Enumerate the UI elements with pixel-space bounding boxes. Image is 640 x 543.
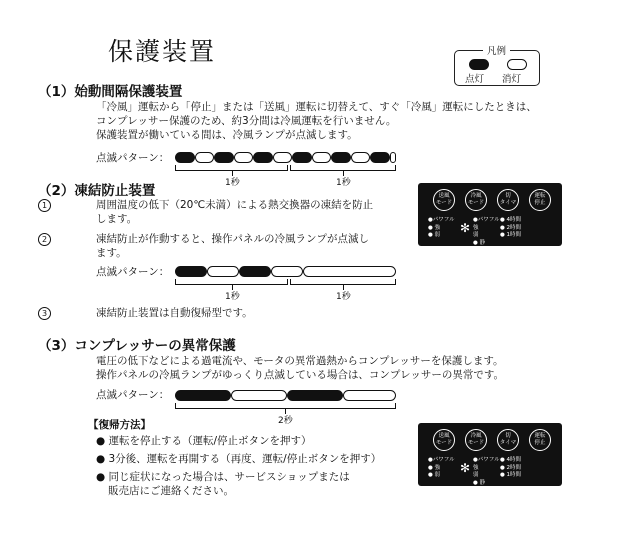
section2-item2-line2: ます。	[96, 247, 127, 259]
recovery-step-3-cont: 販売店にご連絡ください。	[108, 485, 234, 497]
legend-title: 凡例	[483, 43, 510, 57]
timer-indicators: ● 4時間 ● 2時間 ● 1時間	[500, 217, 522, 238]
legend-on-label: 点灯	[465, 74, 485, 85]
control-panel-illustration	[418, 183, 562, 246]
legend-off-label: 消灯	[502, 74, 522, 85]
blink-off-segment	[271, 266, 303, 277]
power-button-illustration: 運転 停止	[529, 429, 551, 451]
cool-mode-button-illustration: 冷風 モード	[465, 189, 487, 211]
cool-mode-button-illustration: 冷風 モード	[465, 429, 487, 451]
blink-on-segment	[287, 390, 343, 401]
section3-heading: （3）コンプレッサーの異常保護	[38, 338, 236, 354]
cool-level-indicators: ●パワフル 強 弱 ● 静	[473, 217, 500, 246]
legend-off-swatch	[507, 59, 527, 70]
recovery-step-1: ● 運転を停止する（運転/停止ボタンを押す）	[96, 435, 312, 447]
item-number-3: 3	[38, 307, 51, 320]
section1-line-1: 「冷風」運転から「停止」または「送風」運転に切替えて、すぐ「冷風」運転にしたときは、	[96, 101, 537, 113]
section2-heading: （2）凍結防止装置	[38, 183, 156, 199]
blink-on-segment	[331, 152, 351, 163]
control-panel-illustration	[418, 423, 562, 486]
section2-item2-line1: 凍結防止が作動すると、操作パネルの冷風ランプが点滅し	[96, 233, 369, 245]
legend	[454, 46, 540, 86]
section1-line-2: コンプレッサー保護のため、約3分間は冷風運転を行いません。	[96, 115, 397, 127]
section3-line-1: 電圧の低下などによる過電流や、モータの異常過熱からコンプレッサーを保護します。	[96, 355, 504, 367]
section1-heading: （1）始動間隔保護装置	[38, 84, 183, 100]
recovery-step-2: ● 3分後、運転を再開する（再度、運転/停止ボタンを押す）	[96, 453, 382, 465]
section3-line-2: 操作パネルの冷風ランプがゆっくり点滅している場合は、コンプレッサーの異常です。	[96, 369, 505, 381]
blink-on-segment	[253, 152, 273, 163]
recovery-step-3: ● 同じ症状になった場合は、サービスショップまたは	[96, 471, 350, 483]
blink-on-segment	[239, 266, 271, 277]
legend-on-swatch	[469, 59, 489, 70]
blink-off-segment	[195, 152, 214, 163]
blink-off-segment	[273, 152, 292, 163]
blink-on-segment	[175, 266, 207, 277]
section3-seconds: 2秒	[278, 416, 293, 426]
item-number-1: 1	[38, 199, 51, 212]
fan-mode-button-illustration: 送風 モード	[433, 189, 455, 211]
cool-level-indicators: ●パワフル 強 弱 ● 静	[473, 457, 500, 486]
section2-seconds-1: 1秒	[225, 292, 240, 302]
blink-on-segment	[175, 152, 195, 163]
blink-off-segment	[207, 266, 239, 277]
blink-off-segment	[234, 152, 253, 163]
blink-off-segment	[390, 152, 396, 163]
fan-level-indicators: ●パワフル ● 強 ● 弱	[428, 457, 455, 478]
section2-item3: 凍結防止装置は自動復帰型です。	[96, 307, 253, 319]
section1-pattern-label: 点滅パターン：	[96, 152, 170, 164]
fan-mode-button-illustration: 送風 モード	[433, 429, 455, 451]
blink-on-segment	[292, 152, 312, 163]
blink-on-segment	[214, 152, 234, 163]
blink-off-segment	[303, 266, 396, 277]
fan-level-indicators: ●パワフル ● 強 ● 弱	[428, 217, 455, 238]
section2-pattern-label: 点滅パターン：	[96, 266, 170, 278]
item-number-2: 2	[38, 233, 51, 246]
off-timer-button-illustration: 切 タイマ	[497, 189, 519, 211]
section2-item1-line1: 周囲温度の低下（20℃未満）による熱交換器の凍結を防止	[96, 199, 374, 211]
blink-off-segment	[351, 152, 370, 163]
blink-on-segment	[175, 390, 231, 401]
section2-seconds-2: 1秒	[336, 292, 351, 302]
off-timer-button-illustration: 切 タイマ	[497, 429, 519, 451]
blink-off-segment	[343, 390, 396, 401]
section2-item1-line2: します。	[96, 213, 138, 225]
section1-seconds-2: 1秒	[336, 178, 351, 188]
section3-pattern-label: 点滅パターン：	[96, 389, 170, 401]
section1-seconds-1: 1秒	[225, 178, 240, 188]
blink-off-segment	[231, 390, 287, 401]
section1-line-3: 保護装置が働いている間は、冷風ランプが点滅します。	[96, 129, 358, 141]
page-title: 保護装置	[108, 37, 217, 66]
timer-indicators: ● 4時間 ● 2時間 ● 1時間	[500, 457, 522, 478]
blink-on-segment	[370, 152, 390, 163]
blink-star-icon: ✻	[460, 461, 471, 475]
blink-star-icon: ✻	[460, 221, 471, 235]
power-button-illustration: 運転 停止	[529, 189, 551, 211]
blink-off-segment	[312, 152, 331, 163]
recovery-title: 【復帰方法】	[88, 419, 151, 431]
